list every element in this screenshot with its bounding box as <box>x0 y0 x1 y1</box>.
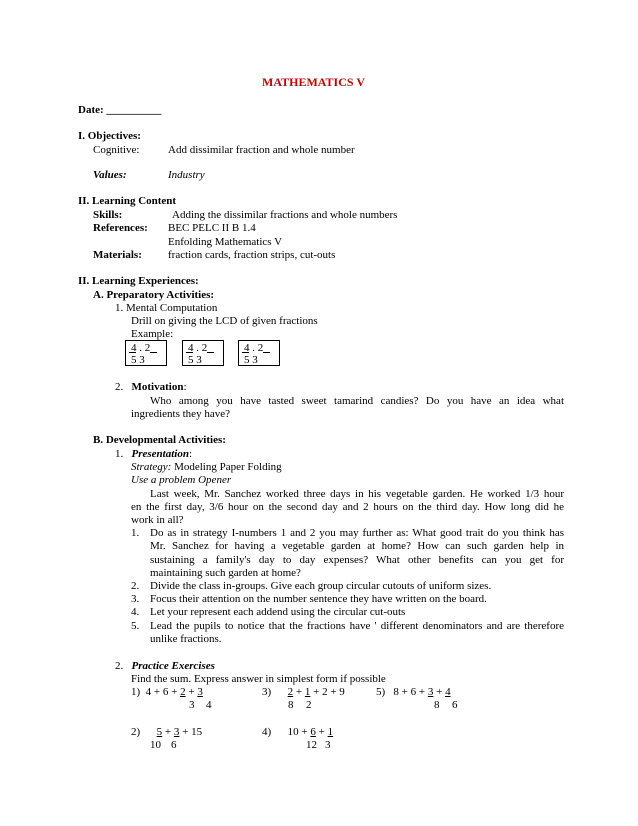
fraction-numerators: 4 . 2 <box>244 342 264 354</box>
practice-instruction: Find the sum. Express answer in simplest form if possible <box>131 673 386 685</box>
problem-line-3: work in all? <box>131 514 184 526</box>
mental-computation-item: 1. Mental Computation <box>115 302 218 314</box>
step-line: Let your represent each addend using the circular cut-outs <box>150 606 406 618</box>
step-number: 1. <box>131 527 140 539</box>
exercise-4 <box>262 726 333 739</box>
fraction-bar <box>263 352 270 353</box>
practice-number: 2. <box>115 660 124 672</box>
presentation-colon: : <box>188 448 193 460</box>
exercise-denominator: 3 <box>325 739 331 751</box>
cognitive-label: Cognitive: <box>93 144 140 156</box>
fraction-numerators: 4 . 2 <box>188 342 208 354</box>
fraction-denominators: 5 3 <box>188 354 202 366</box>
strategy-line <box>131 461 282 474</box>
skills-label: Skills: <box>93 209 123 221</box>
exercise-whole-part: 4 + 6 + <box>145 686 181 698</box>
developmental-heading: B. Developmental Activities: <box>93 434 226 446</box>
exercise-numerator: 1 <box>327 726 334 738</box>
exercise-tail: + 15 <box>179 726 203 738</box>
materials-value: fraction cards, fraction strips, cut-outs <box>168 249 336 261</box>
page-title: MATHEMATICS V <box>262 75 366 89</box>
step-line: maintaining such garden at home? <box>150 567 301 579</box>
exercise-operator: + <box>162 726 174 738</box>
exercise-denominator: 8 <box>288 699 294 711</box>
mental-line-2: Example: <box>131 328 174 340</box>
exercise-numerator: 5 <box>156 726 163 738</box>
exercise-label: 3) <box>262 686 272 698</box>
skills-value: Adding the dissimilar fractions and whole numbers <box>172 209 398 221</box>
exercise-denominator: 10 <box>150 739 161 751</box>
exercise-denominator: 2 <box>306 699 312 711</box>
step-line: unlike fractions. <box>150 633 222 645</box>
experiences-heading: II. Learning Experiences: <box>78 275 199 287</box>
exercise-numerator: 3 <box>197 686 203 698</box>
exercise-numerator: 2 <box>180 686 186 698</box>
exercise-label: 4) <box>262 726 272 738</box>
example-fraction-box <box>238 340 280 366</box>
exercise-denominator: 12 <box>306 739 317 751</box>
step-number: 2. <box>131 580 140 592</box>
strategy-label: Strategy: <box>131 461 172 473</box>
exercise-2 <box>131 726 202 739</box>
exercise-label: 1) <box>131 686 141 698</box>
exercise-1 <box>131 686 203 699</box>
exercise-numerator: 3 <box>427 686 434 698</box>
fraction-denominators: 5 3 <box>131 354 145 366</box>
motivation-colon: : <box>183 381 187 393</box>
exercise-5 <box>376 686 451 699</box>
mental-line-1: Drill on giving the LCD of given fractions <box>131 315 318 327</box>
exercise-operator: + <box>433 686 446 698</box>
fraction-bar <box>186 352 193 353</box>
motivation-number: 2. <box>115 381 124 393</box>
presentation-item <box>115 448 192 461</box>
example-fraction-box <box>125 340 167 366</box>
references-value-1: BEC PELC II B 1.4 <box>168 222 256 234</box>
exercise-denominator: 4 <box>206 699 212 711</box>
fraction-bar <box>129 352 136 353</box>
step-line: Lead the pupils to notice that the fractions have ' different denominators and are therefore <box>150 620 564 632</box>
exercise-denominator: 6 <box>171 739 177 751</box>
presentation-label: Presentation <box>131 448 189 460</box>
exercise-operator: + <box>293 686 305 698</box>
step-line: Mr. Sanchez for having a vegetable garden at home? How can such garden help in <box>150 540 564 552</box>
fraction-numerators: 4 . 2 <box>131 342 151 354</box>
presentation-number: 1. <box>115 448 124 460</box>
values-value: Industry <box>168 169 205 181</box>
example-fraction-box <box>182 340 224 366</box>
exercise-whole-part: 8 + 6 + <box>393 686 428 698</box>
exercise-label: 2) <box>131 726 141 738</box>
fraction-bar <box>207 352 214 353</box>
exercise-numerator: 3 <box>173 726 180 738</box>
step-number: 5. <box>131 620 140 632</box>
practice-item <box>115 660 215 673</box>
exercise-operator: + <box>315 726 328 738</box>
fraction-bar <box>242 352 249 353</box>
strategy-value: Modeling Paper Folding <box>171 461 282 473</box>
step-number: 3. <box>131 593 140 605</box>
exercise-label: 5) <box>376 686 386 698</box>
motivation-label: Motivation <box>131 381 184 393</box>
step-line: Focus their attention on the number sentence they have written on the board. <box>150 593 487 605</box>
step-line: Divide the class in-groups. Give each group circular cutouts of uniform sizes. <box>150 580 492 592</box>
content-heading: II. Learning Content <box>78 195 177 207</box>
exercise-numerator: 4 <box>445 686 451 698</box>
exercise-tail: + 2 + 9 <box>310 686 345 698</box>
practice-label: Practice Exercises <box>131 660 215 672</box>
problem-opener: Use a problem Opener <box>131 474 232 486</box>
exercise-numerator: 2 <box>287 686 294 698</box>
preparatory-heading: A. Preparatory Activities: <box>93 289 215 301</box>
step-line: Do as in strategy I-numbers 1 and 2 you may further as: What good trait do you think has <box>150 527 564 539</box>
objectives-heading: I. Objectives: <box>78 130 141 142</box>
exercise-numerator: 6 <box>310 726 316 738</box>
motivation-line-1: Who among you have tasted sweet tamarind candies? Do you have an idea what <box>150 395 564 407</box>
problem-line-2: en the first day, 3/6 hour on the second day and 2 hours on the third day. How long did he <box>131 501 564 513</box>
fraction-bar <box>150 352 157 353</box>
date-line: Date: __________ <box>78 104 162 116</box>
exercise-denominator: 6 <box>452 699 458 711</box>
materials-label: Materials: <box>93 249 142 261</box>
exercise-whole-part: 10 + <box>287 726 311 738</box>
references-value-2: Enfolding Mathematics V <box>168 236 283 248</box>
fraction-denominators: 5 3 <box>244 354 258 366</box>
cognitive-value: Add dissimilar fraction and whole number <box>168 144 355 156</box>
step-number: 4. <box>131 606 140 618</box>
exercise-operator: + <box>185 686 198 698</box>
problem-line-1: Last week, Mr. Sanchez worked three days in his vegetable garden. He worked 1/3 hour <box>150 488 564 500</box>
exercise-denominator: 3 <box>189 699 195 711</box>
exercise-numerator: 1 <box>304 686 311 698</box>
motivation-item <box>115 381 187 394</box>
exercise-denominator: 8 <box>434 699 440 711</box>
motivation-line-2: ingredients they have? <box>131 408 230 420</box>
exercise-3 <box>262 686 345 699</box>
references-label: References: <box>93 222 148 234</box>
values-label: Values: <box>93 169 127 181</box>
step-line: sustaining a family's day to day expenses? What other benefits can you get for <box>150 554 564 566</box>
